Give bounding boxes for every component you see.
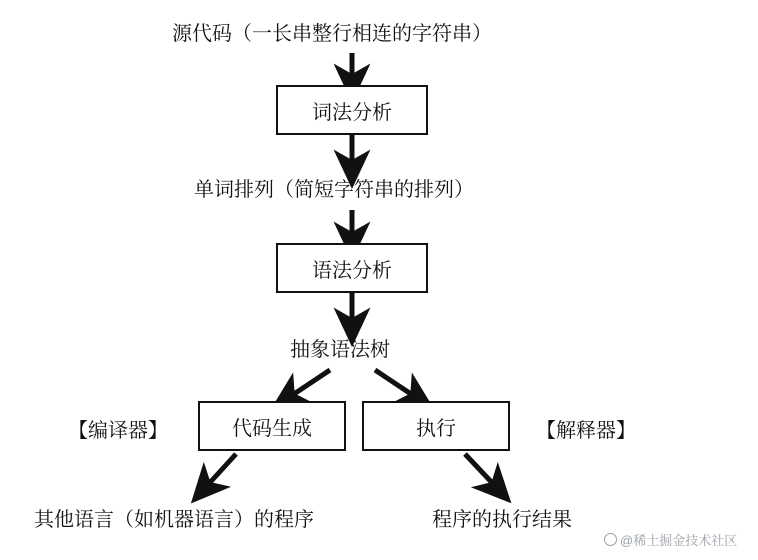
node-code-generation[interactable]: [198, 401, 346, 451]
node-syntax-analysis-label: 语法分析: [312, 259, 392, 282]
watermark-logo-icon: [604, 533, 617, 546]
node-tokens-label: 单词排列（简短字符串的排列）: [194, 179, 474, 201]
node-result-label: 程序的执行结果: [432, 509, 572, 531]
watermark-text: @稀土掘金技术社区: [620, 533, 738, 548]
arrow-ast-to-codegen: [288, 370, 330, 398]
node-lexical-analysis-label: 词法分析: [312, 101, 392, 124]
node-syntax-analysis[interactable]: [276, 243, 428, 293]
side-label-interpreter: 【解释器】: [536, 420, 636, 442]
side-label-compiler: 【编译器】: [68, 420, 168, 442]
watermark: [604, 530, 737, 549]
node-ast-label: 抽象语法树: [290, 339, 390, 361]
arrow-ast-to-execute: [375, 370, 417, 398]
arrow-execute-to-result: [465, 454, 497, 488]
node-other-language-label: 其他语言（如机器语言）的程序: [34, 509, 314, 531]
arrow-codegen-to-other-lang: [205, 454, 236, 488]
node-execute-label: 执行: [416, 417, 456, 440]
node-execute[interactable]: [362, 401, 510, 451]
node-lexical-analysis[interactable]: [276, 85, 428, 135]
node-code-generation-label: 代码生成: [232, 417, 312, 440]
node-source-label: 源代码（一长串整行相连的字符串）: [172, 23, 492, 45]
